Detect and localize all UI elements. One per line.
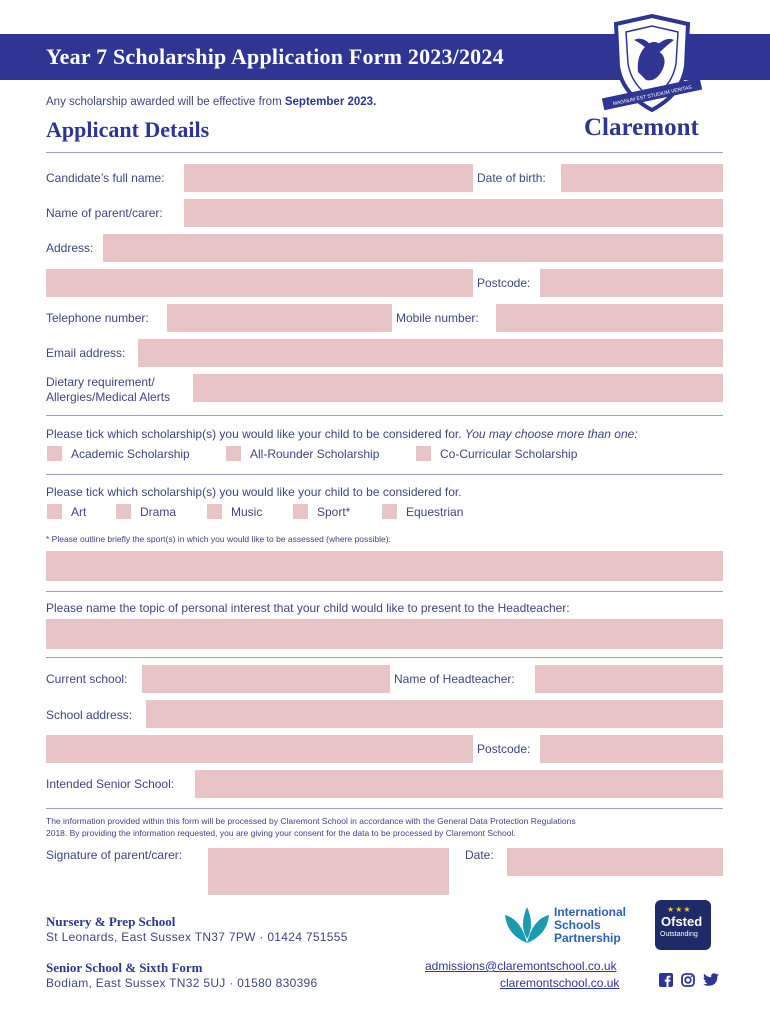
dob-field[interactable]: [561, 164, 723, 192]
school-address-field-line1[interactable]: [146, 700, 723, 728]
current-school-field[interactable]: [142, 665, 390, 693]
music-label: Music: [231, 505, 263, 519]
sport-details-field[interactable]: [46, 551, 723, 581]
art-label: Art: [71, 505, 87, 519]
signature-label: Signature of parent/carer:: [46, 848, 183, 862]
prep-school-title: Nursery & Prep School: [46, 914, 176, 929]
mobile-field[interactable]: [496, 304, 723, 332]
headteacher-field[interactable]: [535, 665, 723, 693]
academic-scholarship-checkbox[interactable]: [47, 446, 62, 461]
divider: [46, 152, 723, 153]
email-field[interactable]: [138, 339, 723, 367]
facebook-icon[interactable]: [659, 973, 673, 987]
admissions-email-link[interactable]: admissions@claremontschool.co.uk: [425, 959, 617, 973]
parent-name-field[interactable]: [184, 199, 723, 227]
divider: [46, 808, 723, 809]
divider: [46, 591, 723, 592]
ofsted-badge: [655, 900, 711, 950]
telephone-label: Telephone number:: [46, 311, 149, 325]
isp-leaf-icon: [503, 905, 551, 945]
intended-school-field[interactable]: [195, 770, 723, 798]
gdpr-notice-line1: The information provided within this form will be processed by Claremont School in accordance with the General Data Protection Regulations: [46, 816, 576, 826]
date-field[interactable]: [507, 848, 723, 876]
postcode-label: Postcode:: [477, 276, 531, 290]
twitter-icon[interactable]: [703, 973, 719, 987]
school-address-label: School address:: [46, 708, 133, 722]
section-title: Applicant Details: [46, 117, 210, 142]
gdpr-notice-line2: 2018. By providing the information requested, you are giving your consent for the data to be processed by Claremont School.: [46, 828, 516, 838]
brand-name: Claremont: [584, 114, 699, 141]
art-checkbox[interactable]: [47, 504, 62, 519]
email-label: Email address:: [46, 346, 126, 360]
school-address-field-line2[interactable]: [46, 735, 473, 763]
ofsted-rating: Outstanding: [660, 931, 698, 938]
co-curricular-scholarship-label: Co-Curricular Scholarship: [440, 447, 578, 461]
divider: [46, 474, 723, 475]
intended-school-label: Intended Senior School:: [46, 777, 175, 791]
all-rounder-scholarship-label: All-Rounder Scholarship: [250, 447, 380, 461]
sport-note: * Please outline briefly the sport(s) in which you would like to be assessed (where possible):: [46, 534, 391, 544]
dietary-label-line1: Dietary requirement/: [46, 375, 155, 389]
postcode-field[interactable]: [540, 269, 723, 297]
candidate-name-label: Candidate’s full name:: [46, 171, 165, 185]
dob-label: Date of birth:: [477, 171, 546, 185]
drama-checkbox[interactable]: [116, 504, 131, 519]
scholarship-prompt-2: Please tick which scholarship(s) you would like your child to be considered for.: [46, 485, 462, 499]
crest-motto: MAGNUM EST STUDIUM VERITAS: [612, 84, 693, 108]
school-postcode-field[interactable]: [540, 735, 723, 763]
ofsted-stars-icon: ★★★: [667, 905, 692, 914]
telephone-field[interactable]: [167, 304, 392, 332]
divider: [46, 657, 723, 658]
dietary-field[interactable]: [193, 374, 723, 402]
school-crest-logo: [596, 14, 708, 118]
mobile-label: Mobile number:: [396, 311, 479, 325]
music-checkbox[interactable]: [207, 504, 222, 519]
topic-prompt: Please name the topic of personal interest that your child would like to present to the Headteacher:: [46, 601, 570, 615]
senior-school-title: Senior School & Sixth Form: [46, 960, 203, 975]
sport-label: Sport*: [317, 505, 351, 519]
divider: [46, 415, 723, 416]
instagram-icon[interactable]: [681, 973, 695, 987]
isp-logo-text: International Schools Partnership: [554, 905, 627, 945]
prep-school-address: St Leonards, East Sussex TN37 7PW · 01424 751555: [46, 930, 348, 944]
effective-date-note: Any scholarship awarded will be effective from September 2023.: [46, 96, 377, 108]
senior-school-address: Bodiam, East Sussex TN32 5UJ · 01580 830396: [46, 976, 318, 990]
scholarship-prompt-1: Please tick which scholarship(s) you would like your child to be considered for. You may choose more than one:: [46, 427, 638, 441]
headteacher-label: Name of Headteacher:: [394, 672, 515, 686]
academic-scholarship-label: Academic Scholarship: [71, 447, 190, 461]
co-curricular-scholarship-checkbox[interactable]: [416, 446, 431, 461]
ofsted-name: Ofsted: [661, 914, 703, 929]
sport-checkbox[interactable]: [293, 504, 308, 519]
date-label: Date:: [465, 848, 494, 862]
website-link[interactable]: claremontschool.co.uk: [500, 976, 620, 990]
equestrian-checkbox[interactable]: [382, 504, 397, 519]
parent-name-label: Name of parent/carer:: [46, 206, 163, 220]
address-field-line2[interactable]: [46, 269, 473, 297]
equestrian-label: Equestrian: [406, 505, 464, 519]
signature-field[interactable]: [208, 848, 449, 895]
address-field-line1[interactable]: [103, 234, 723, 262]
form-title: Year 7 Scholarship Application Form 2023/2024: [46, 44, 504, 69]
candidate-name-field[interactable]: [184, 164, 473, 192]
school-postcode-label: Postcode:: [477, 742, 531, 756]
all-rounder-scholarship-checkbox[interactable]: [226, 446, 241, 461]
dietary-label-line2: Allergies/Medical Alerts: [46, 390, 171, 404]
drama-label: Drama: [140, 505, 177, 519]
address-label: Address:: [46, 241, 94, 255]
current-school-label: Current school:: [46, 672, 128, 686]
topic-field[interactable]: [46, 619, 723, 649]
